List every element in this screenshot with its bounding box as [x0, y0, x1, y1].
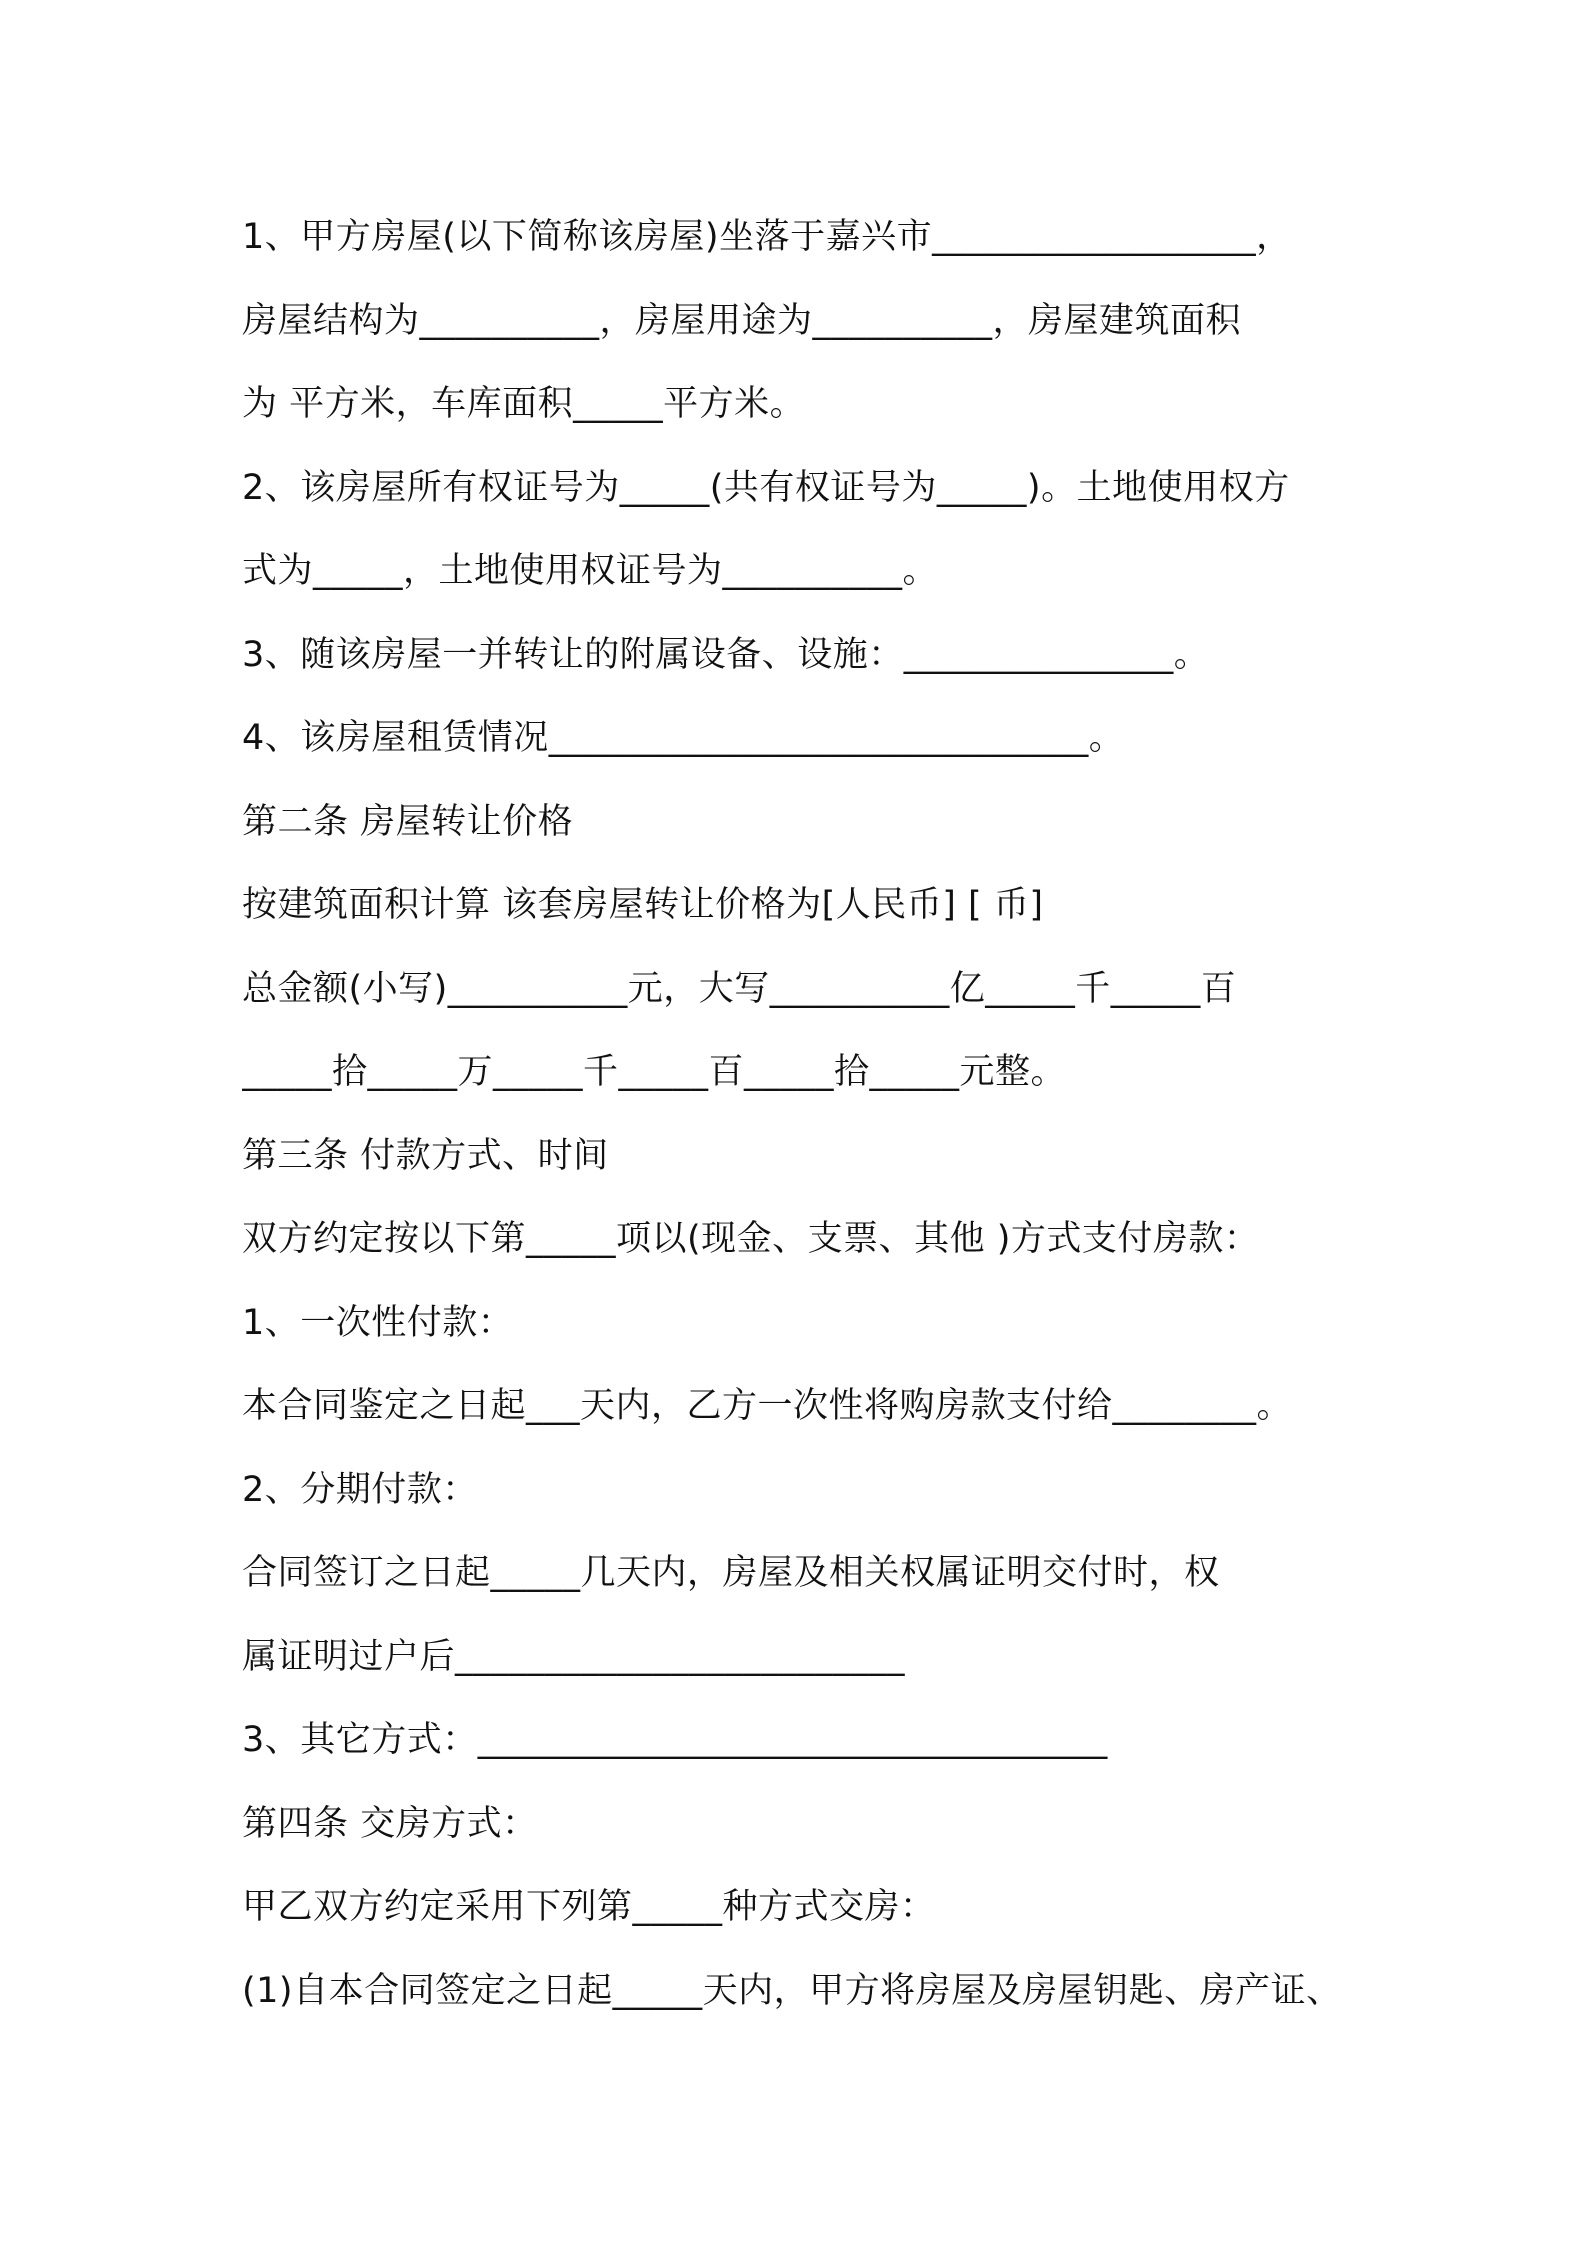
payment-option-1-detail: 本合同鉴定之日起___天内，乙方一次性将购房款支付给________。: [242, 1386, 1293, 1426]
article-4-heading: 第四条 交房方式：: [242, 1803, 538, 1844]
clause-2-land-use: 式为_____，土地使用权证号为__________。: [242, 551, 939, 591]
delivery-method: 甲乙双方约定采用下列第_____种方式交房：: [242, 1887, 936, 1927]
clause-3-facilities: 3、随该房屋一并转让的附属设备、设施：_______________。: [242, 634, 1210, 675]
payment-option-2-detail-cont: 属证明过户后_________________________: [242, 1636, 906, 1677]
payment-option-3: 3、其它方式：___________________________________: [242, 1720, 1108, 1760]
payment-method: 双方约定按以下第_____项以(现金、支票、其他 )方式支付房款：: [242, 1219, 1260, 1259]
article-2-heading: 第二条 房屋转让价格: [242, 801, 574, 842]
article-3-heading: 第三条 付款方式、时间: [242, 1135, 609, 1176]
delivery-option-1: (1)自本合同签定之日起_____天内，甲方将房屋及房屋钥匙、房产证、: [242, 1970, 1342, 2011]
price-basis: 按建筑面积计算 该套房屋转让价格为[人民币] [ 币]: [242, 885, 1044, 925]
total-amount: 总金额(小写)__________元，大写__________亿_____千_____百: [242, 968, 1237, 1009]
contract-body: [242, 196, 1362, 2033]
clause-2-certificate: 2、该房屋所有权证号为_____(共有权证号为_____)。土地使用权方: [242, 467, 1290, 508]
clause-1-area: 为 平方米，车库面积_____平方米。: [242, 384, 806, 424]
total-amount-words: _____拾_____万_____千_____百_____拾_____元整。: [242, 1052, 1067, 1092]
payment-option-2: 2、分期付款：: [242, 1469, 478, 1510]
payment-option-1: 1、一次性付款：: [242, 1302, 514, 1343]
clause-1-structure: 房屋结构为__________，房屋用途为__________，房屋建筑面积: [242, 300, 1242, 341]
payment-option-2-detail: 合同签订之日起_____几天内，房屋及相关权属证明交付时，权: [242, 1553, 1220, 1593]
clause-1-location: 1、甲方房屋(以下简称该房屋)坐落于嘉兴市__________________，: [242, 217, 1292, 257]
clause-4-lease: 4、该房屋租赁情况______________________________。: [242, 718, 1125, 758]
